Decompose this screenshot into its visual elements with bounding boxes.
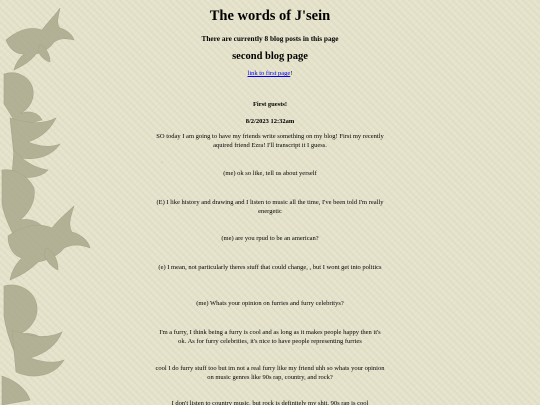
post-title: First guests! [252,101,288,108]
site-title: The words of J'sein [209,8,331,24]
post-paragraph: (me) ok so like, tell us about yerself [223,170,317,177]
post-paragraph: I don't listen to country music, but rock is definitely my shit. 90s rap is cool [171,400,369,405]
link-suffix: ! [290,70,293,77]
post-paragraph: (me) Whats your opinion on furries and furry celebritys? [196,300,344,307]
post-count: There are currently 8 blog posts in this page [201,34,339,43]
post-paragraph: SO today I am going to have my friends write something on my blog! First my recently aquired friend Ezra! I'll transcript it I guess. [156,133,384,149]
first-page-link[interactable]: link to first page [247,70,291,77]
post-date: 8/2/2023 12:32am [245,118,295,125]
post-paragraph: (e) I mean, not particularly theres stuff that could change, , but I wont get into politics [158,264,382,271]
first-page-link-line [155,70,385,77]
post-paragraph: I'm a furry, I think being a furry is cool and as long as it makes people happy then it's ok. As for furry celebrities, it's nice to have people representing furries [159,329,381,345]
post-paragraph: (me) are you rpud to be an american? [221,235,319,242]
post-paragraph: cool I do furry stuff too but im not a real furry like my friend uhh so whats your opinion on music genres like 90s rap, country, and rock? [155,365,385,381]
dragon-art [0,0,110,405]
page-heading: second blog page [232,51,308,62]
post-paragraph: (E) I like history and drawing and I listen to music all the time, I've been told I'm really energetic [156,199,384,215]
